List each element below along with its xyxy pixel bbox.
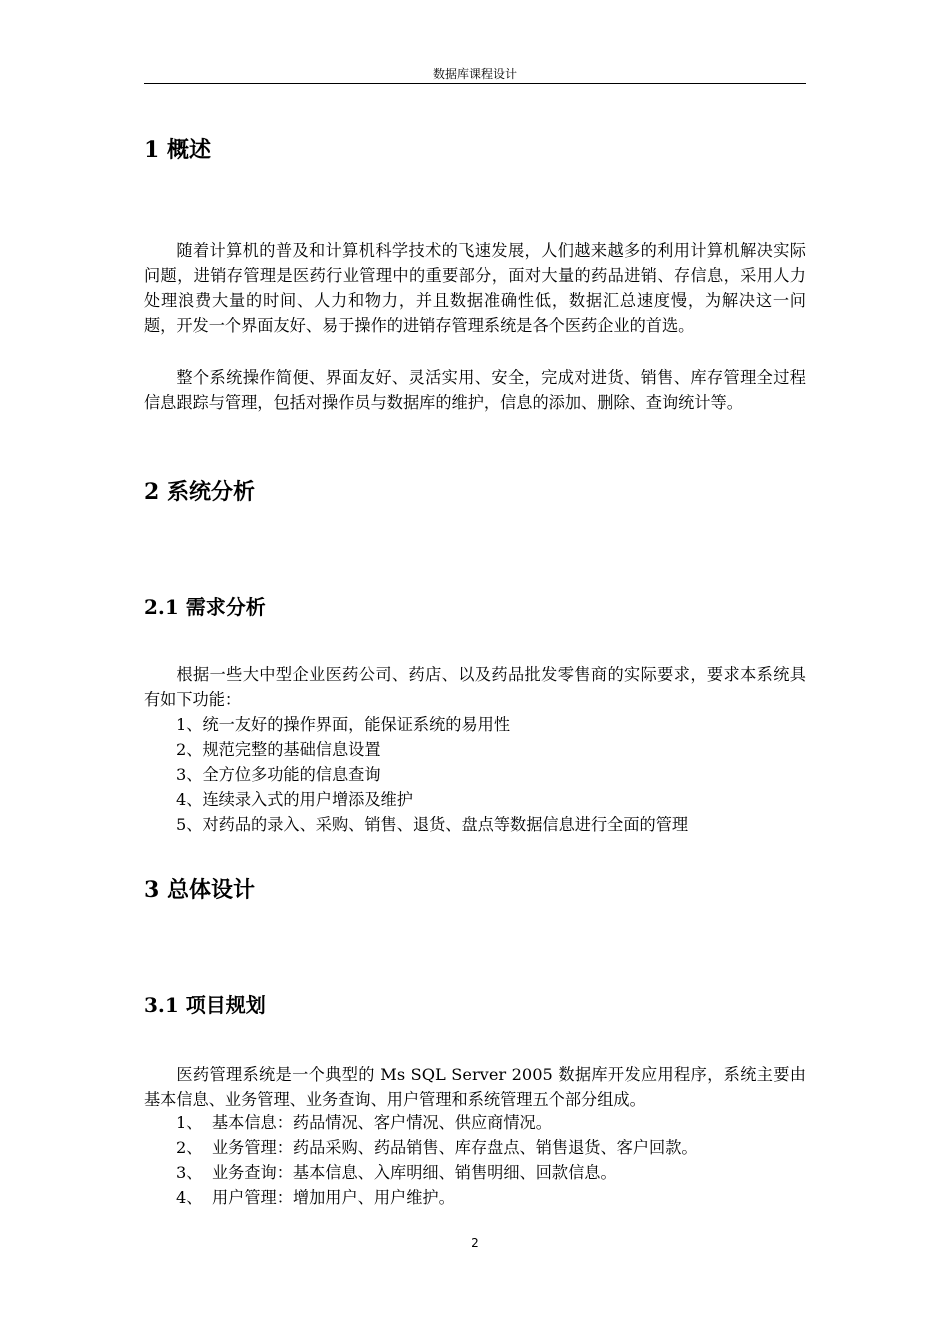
section-heading-2: 2 系统分析 xyxy=(144,479,255,505)
list-item xyxy=(144,712,806,737)
section-heading-1: 1 概述 xyxy=(144,137,211,163)
list-item xyxy=(144,737,806,762)
page-number: 2 xyxy=(471,1236,479,1250)
list-item-text: 连续录入式的用户增添及维护 xyxy=(202,790,413,809)
list-item xyxy=(144,787,806,812)
list-item xyxy=(144,762,806,787)
requirements-intro: 根据一些大中型企业医药公司、药店、以及药品批发零售商的实际要求，要求本系统具有如下功能： xyxy=(144,665,806,709)
list-item-number: 3、 xyxy=(176,1163,203,1182)
overview-paragraph-1: 随着计算机的普及和计算机科学技术的飞速发展，人们越来越多的利用计算机解决实际问题，进销存管理是医药行业管理中的重要部分，面对大量的药品进销、存信息，采用人力处理浪费大量的时间、人力和物力，并且数据准确性低，数据汇总速度慢，为解决这一问题，开发一个界面友好、易于操作的进销存管理系统是各个医药企业的首选。 xyxy=(144,241,806,335)
header-divider xyxy=(144,83,806,84)
list-item-number: 2、 xyxy=(176,740,203,759)
requirements-list xyxy=(144,712,806,837)
overview-paragraph-2: 整个系统操作简便、界面友好、灵活实用、安全，完成对进货、销售、库存管理全过程信息跟踪与管理，包括对操作员与数据库的维护，信息的添加、删除、查询统计等。 xyxy=(144,368,806,412)
list-item-text: 用户管理：增加用户、用户维护。 xyxy=(212,1188,455,1207)
list-item-text: 规范完整的基础信息设置 xyxy=(202,740,381,759)
project-plan-list xyxy=(144,1110,806,1210)
section-heading-3-1: 3.1 项目规划 xyxy=(144,993,266,1017)
list-item xyxy=(144,812,806,837)
list-item xyxy=(144,1185,806,1210)
list-item-number: 1、 xyxy=(176,1113,203,1132)
section-heading-3: 3 总体设计 xyxy=(144,877,255,903)
list-item-text: 基本信息：药品情况、客户情况、供应商情况。 xyxy=(212,1113,552,1132)
list-item-text: 对药品的录入、采购、销售、退货、盘点等数据信息进行全面的管理 xyxy=(202,815,689,834)
list-item-number: 4、 xyxy=(176,790,203,809)
section-heading-2-1: 2.1 需求分析 xyxy=(144,595,266,619)
list-item-text: 全方位多功能的信息查询 xyxy=(202,765,381,784)
list-item-number: 1、 xyxy=(176,715,203,734)
list-item-number: 4、 xyxy=(176,1188,203,1207)
list-item-text: 统一友好的操作界面，能保证系统的易用性 xyxy=(202,715,511,734)
list-item xyxy=(144,1160,806,1185)
page-header: 数据库课程设计 xyxy=(432,67,517,81)
list-item-number: 5、 xyxy=(176,815,203,834)
list-item-number: 3、 xyxy=(176,765,203,784)
list-item-number: 2、 xyxy=(176,1138,203,1157)
list-item xyxy=(144,1135,806,1160)
project-plan-intro: 医药管理系统是一个典型的 Ms SQL Server 2005 数据库开发应用程序，系统主要由基本信息、业务管理、业务查询、用户管理和系统管理五个部分组成。 xyxy=(144,1065,806,1109)
list-item-text: 业务查询：基本信息、入库明细、销售明细、回款信息。 xyxy=(212,1163,617,1182)
list-item xyxy=(144,1110,806,1135)
list-item-text: 业务管理：药品采购、药品销售、库存盘点、销售退货、客户回款。 xyxy=(212,1138,698,1157)
